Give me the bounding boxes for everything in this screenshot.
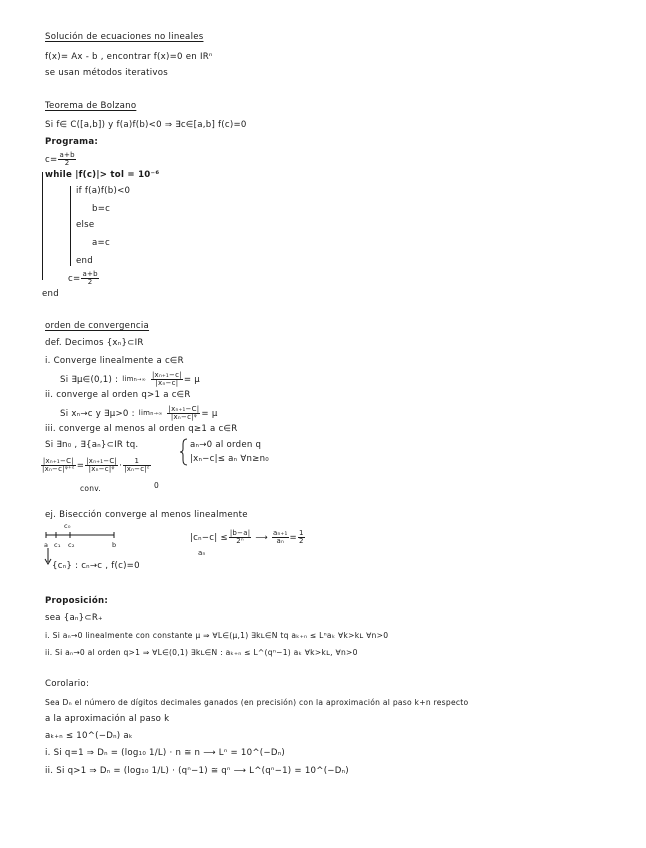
- frac-den: 2: [87, 278, 93, 286]
- result: = μ: [201, 409, 218, 419]
- cond: Si ∃μ∈(0,1) :: [60, 375, 119, 385]
- frac-den: |xₙ−c|ᵠ⁺ᵋ: [42, 465, 75, 473]
- fraction: [167, 406, 200, 421]
- item-ii-label: ii. converge al orden q>1 a c∈R: [45, 390, 191, 400]
- c-eq: c=: [68, 274, 81, 284]
- iii-cond-row1: aₙ→0 al orden q: [190, 440, 262, 450]
- frac-num: aₙ₊₁: [272, 529, 288, 537]
- frac-num: |xₙ₊₁−C|: [168, 405, 200, 413]
- program-label: Programa:: [45, 137, 99, 147]
- fraction: [151, 372, 183, 387]
- frac-den: 2ⁿ: [236, 537, 244, 545]
- text-line: f(x)= Ax - b , encontrar f(x)=0 en IRⁿ: [45, 52, 213, 62]
- midpoint-assignment-2: [68, 271, 100, 286]
- frac-den: |xₙ−c|: [155, 379, 179, 387]
- frac-num: |xₙ₊₁−C|: [42, 457, 74, 465]
- midpoint-assignment: [45, 152, 77, 167]
- if-line: if f(a)f(b)<0: [76, 186, 131, 196]
- sequence-line: {cₙ} : cₙ→c , f(c)=0: [52, 561, 140, 571]
- frac-num: |b−a|: [229, 529, 251, 537]
- section-title-order: orden de convergencia: [45, 321, 150, 331]
- corollary-p3: aₖ₊ₙ ≤ 10^(−Dₙ) aₖ: [45, 731, 133, 741]
- brace: [180, 438, 188, 466]
- a-assign: a=c: [92, 238, 110, 248]
- limit: [122, 376, 146, 384]
- frac-num: a+b: [82, 270, 98, 278]
- while-line: while |f(c)|> tol = 10⁻⁶: [45, 170, 160, 180]
- b-assign: b=c: [92, 204, 111, 214]
- frac-den: |xₙ−c|ᵠ: [88, 465, 115, 473]
- item-ii-condition: [60, 406, 218, 421]
- section-title-bolzano: Teorema de Bolzano: [45, 101, 137, 111]
- limit: [139, 410, 163, 418]
- example-label: ej. Bisección converge al menos linealmente: [45, 510, 248, 520]
- an-label: aₙ: [198, 549, 206, 557]
- label-c2: c₂: [68, 541, 75, 549]
- text-line: se usan métodos iterativos: [45, 68, 168, 78]
- proposition-ii: ii. Si aₙ→0 al orden q>1 ⇒ ∀L∈(0,1) ∃kʟ∈N : aₖ₊ₙ ≤ L^(qⁿ−1) aₖ ∀k>kʟ, ∀n>0: [45, 648, 358, 657]
- corollary-p1: Sea Dₙ el número de dígitos decimales ganados (en precisión) con la aproximación al paso k+n respecto: [45, 698, 469, 707]
- corollary-p2: a la aproximación al paso k: [45, 714, 170, 724]
- frac-den: 2: [298, 537, 304, 545]
- fraction: [58, 152, 75, 167]
- item-i-label: i. Converge linealmente a c∈R: [45, 356, 184, 366]
- fraction: [81, 271, 98, 286]
- lim: lim: [122, 374, 134, 383]
- frac-num: 1: [298, 529, 304, 537]
- proposition-i: i. Si aₙ→0 linealmente con constante μ ⇒ ∀L∈(μ,1) ∃kʟ∈N tq aₖ₊ₙ ≤ Lⁿaₖ ∀k>kʟ ∀n>0: [45, 631, 389, 640]
- frac-den: 2: [64, 159, 70, 167]
- fraction: [123, 458, 151, 473]
- item-i-condition: [60, 372, 200, 387]
- bolzano-statement: Si f∈ C([a,b]) y f(a)f(b)<0 ⇒ ∃c∈[a,b] f(c)=0: [45, 120, 247, 130]
- fraction: [298, 530, 305, 545]
- frac-num: |xₙ₊₁−C|: [86, 457, 118, 465]
- corollary-ii: ii. Si q>1 ⇒ Dₙ = (log₁₀ 1/L) · (qⁿ−1) ≅ qⁿ ⟶ L^(qⁿ−1) = 10^(−Dₙ): [45, 766, 349, 776]
- label-a: a: [44, 541, 49, 549]
- frac-den: aₙ: [276, 537, 285, 545]
- if-block-bar: [70, 186, 71, 266]
- fraction: [229, 530, 252, 545]
- eq: =: [289, 533, 297, 543]
- fraction: [41, 458, 76, 473]
- down-arrow-icon: [44, 548, 52, 566]
- end-line: end: [42, 289, 59, 299]
- zero-note: 0: [154, 481, 160, 490]
- frac-num: 1: [123, 458, 151, 466]
- corollary-i: i. Si q=1 ⇒ Dₙ = (log₁₀ 1/L) · n ≅ n ⟶ Lⁿ = 10^(−Dₙ): [45, 748, 285, 758]
- item-iii-condition: Si ∃n₀ , ∃{aₙ}⊂IR tq.: [45, 440, 139, 450]
- while-block-bar: [42, 172, 43, 280]
- section-title-nonlinear: Solución de ecuaciones no lineales: [45, 32, 204, 42]
- frac-num: a+b: [59, 151, 75, 159]
- else-line: else: [76, 220, 95, 230]
- proposition-sea: sea {aₙ}⊂R₊: [45, 613, 103, 623]
- proposition-title: Proposición:: [45, 596, 109, 606]
- definition-line: def. Decimos {xₙ}⊂IR: [45, 338, 144, 348]
- label-b: b: [112, 541, 117, 549]
- ineq: |cₙ−c| ≤: [190, 533, 228, 543]
- iii-cond-row2: |xₙ−c|≤ aₙ ∀n≥n₀: [190, 454, 269, 464]
- bisection-bound: [190, 530, 306, 545]
- end-inner: end: [76, 256, 93, 266]
- arrow: ⟶: [255, 533, 268, 543]
- cond: Si xₙ→c y ∃μ>0 :: [60, 409, 135, 419]
- fraction: [85, 458, 118, 473]
- frac-num: |xₙ₊₁−c|: [151, 371, 182, 379]
- corollary-title: Corolario:: [45, 679, 90, 689]
- order-equation: $\frac{\text{|xₙ₊₁−C|}}{\text{|xₙ−c|ᵠ⁺ᵋ}}$ = $\frac{\text{|xₙ₊₁−C|}}{\text{|xₙ−c|ᵠ}}$ · $\frac{1}{\text{|xₙ−c|ᵋ}}$: [42, 457, 150, 473]
- label-c1: c₁: [54, 541, 61, 549]
- label-c0: c₀: [64, 522, 71, 530]
- lim-sub: n→∞: [133, 376, 146, 383]
- conv-note: conv.: [80, 484, 101, 493]
- frac-den: |xₙ−c|ᵠ: [170, 413, 197, 421]
- lim: lim: [138, 408, 151, 417]
- fraction: [272, 530, 289, 545]
- item-iii-label: iii. converge al menos al orden q≥1 a c∈R: [45, 424, 238, 434]
- c-eq: c=: [45, 155, 58, 165]
- result: = μ: [183, 375, 200, 385]
- frac-den: |xₙ−c|ᵋ: [124, 465, 150, 473]
- lim-sub: n→∞: [150, 410, 163, 417]
